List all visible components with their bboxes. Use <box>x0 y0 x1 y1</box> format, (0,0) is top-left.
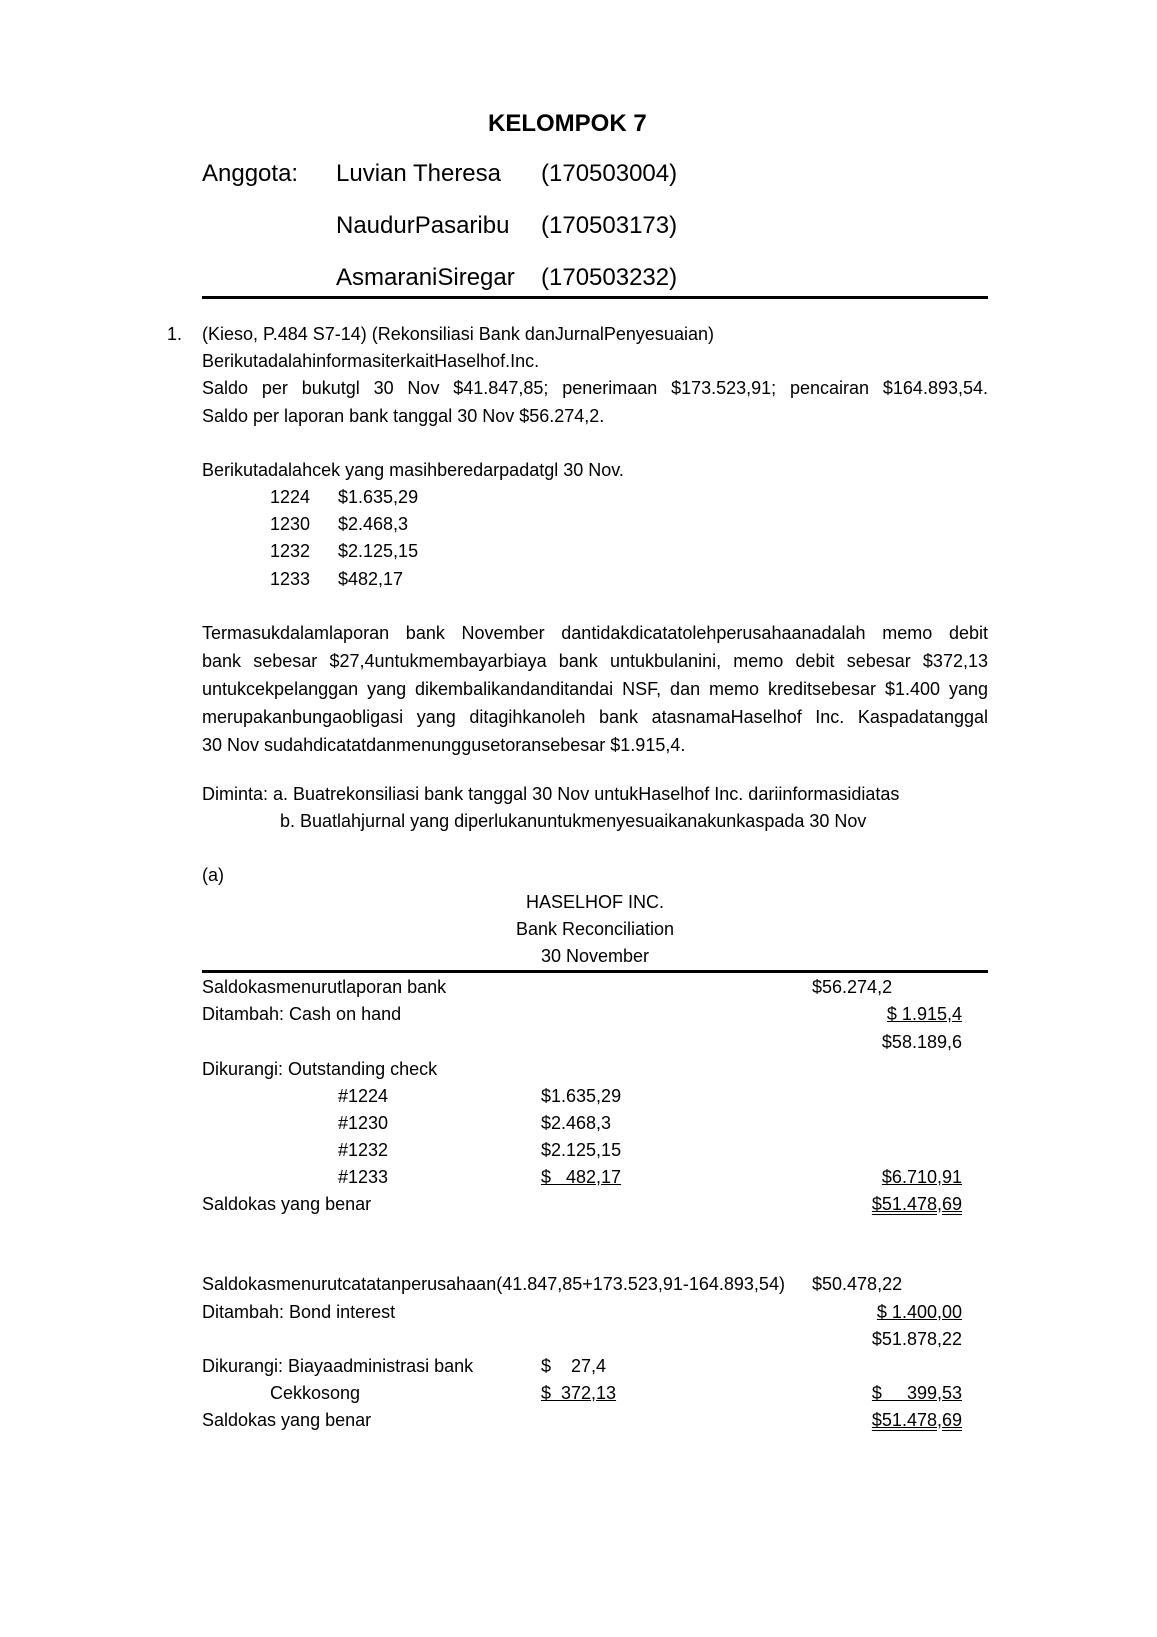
paragraph-line: untukcekpelanggan yang dikembalikandanditandai NSF, dan memo kreditsebesar $1.400 yang <box>202 679 988 699</box>
problem-number: 1. <box>167 324 183 344</box>
problem-intro: BerikutadalahinformasiterkaitHaselhof.Inc. <box>202 351 540 371</box>
bank-subtotal: $58.189,6 <box>881 1032 962 1052</box>
problem-paragraph-1 <box>202 374 988 430</box>
member-name: NaudurPasaribu <box>336 212 510 239</box>
outstanding-check-amount: $2.468,3 <box>541 1113 612 1133</box>
bank-correct-value: $51.478,69 <box>871 1194 962 1214</box>
outstanding-check-amount: $ 482,17 <box>541 1167 622 1187</box>
check-amount: $2.468,3 <box>338 514 409 534</box>
header-divider <box>202 296 988 299</box>
paragraph-line: bank sebesar $27,4untukmembayarbiaya bank untukbulanini, memo debit sebesar $372,13 <box>202 651 988 671</box>
member-name: Luvian Theresa <box>336 160 501 187</box>
book-add-value: $ 1.400,00 <box>876 1302 962 1322</box>
paragraph-line: Saldo per bukutgl 30 Nov $41.847,85; penerimaan $173.523,91; pencairan $164.893,54. <box>202 378 988 398</box>
bank-less-total: $6.710,91 <box>881 1167 962 1187</box>
book-correct-value: $51.478,69 <box>871 1410 962 1430</box>
problem-heading: (Kieso, P.484 S7-14) (Rekonsiliasi Bank danJurnalPenyesuaian) <box>202 324 714 344</box>
member-id: (170503173) <box>541 212 678 239</box>
book-balance-value: $50.478,22 <box>812 1274 903 1294</box>
problem-paragraph-2 <box>202 619 988 759</box>
check-amount: $1.635,29 <box>338 487 419 507</box>
members-label: Anggota: <box>202 160 299 187</box>
paragraph-line: Saldo per laporan bank tanggal 30 Nov $56.274,2. <box>202 406 605 426</box>
requirement-a: Diminta: a. Buatrekonsiliasi bank tanggal 30 Nov untukHaselhof Inc. dariinformasidiatas <box>202 784 900 804</box>
check-amount: $2.125,15 <box>338 541 419 561</box>
check-number: 1224 <box>270 487 311 507</box>
book-add-label: Ditambah: Bond interest <box>202 1302 396 1322</box>
answer-label: (a) <box>202 865 224 885</box>
requirement-b: b. Buatlahjurnal yang diperlukanuntukmenyesuaikanakunkaspada 30 Nov <box>280 811 867 831</box>
paragraph-line: 30 Nov sudahdicatatdanmenunggusetoransebesar $1.915,4. <box>202 735 686 755</box>
outstanding-check-number: #1224 <box>338 1086 389 1106</box>
book-correct-label: Saldokas yang benar <box>202 1410 372 1430</box>
bank-less-label: Dikurangi: Outstanding check <box>202 1059 438 1079</box>
book-less-value-2: $ 372,13 <box>541 1383 617 1403</box>
document-title: KELOMPOK 7 <box>488 110 647 137</box>
book-less-label-2: Cekkosong <box>270 1383 361 1403</box>
bank-add-value: $ 1.915,4 <box>886 1004 962 1024</box>
company-name: HASELHOF INC. <box>525 892 665 912</box>
check-number: 1233 <box>270 569 311 589</box>
statement-title: Bank Reconciliation <box>515 919 675 939</box>
outstanding-check-amount: $1.635,29 <box>541 1086 622 1106</box>
checks-intro: Berikutadalahcek yang masihberedarpadatgl 30 Nov. <box>202 460 624 480</box>
paragraph-line: Termasukdalamlaporan bank November dantidakdicatatolehperusahaanadalah memo debit <box>202 623 988 643</box>
member-id: (170503004) <box>541 160 678 187</box>
bank-balance-value: $56.274,2 <box>812 977 893 997</box>
outstanding-check-amount: $2.125,15 <box>541 1140 622 1160</box>
book-less-total: $ 399,53 <box>871 1383 962 1403</box>
outstanding-check-number: #1233 <box>338 1167 389 1187</box>
bank-correct-label: Saldokas yang benar <box>202 1194 372 1214</box>
book-less-value-1: $ 27,4 <box>541 1356 607 1376</box>
book-subtotal: $51.878,22 <box>871 1329 962 1349</box>
outstanding-check-number: #1230 <box>338 1113 389 1133</box>
bank-add-label: Ditambah: Cash on hand <box>202 1004 402 1024</box>
book-balance-label: Saldokasmenurutcatatanperusahaan(41.847,85+173.523,91-164.893,54) <box>202 1274 785 1294</box>
statement-date: 30 November <box>540 946 650 966</box>
outstanding-check-number: #1232 <box>338 1140 389 1160</box>
member-name: AsmaraniSiregar <box>336 264 515 291</box>
member-id: (170503232) <box>541 264 678 291</box>
check-amount: $482,17 <box>338 569 404 589</box>
book-less-label: Dikurangi: Biayaadministrasi bank <box>202 1356 474 1376</box>
check-number: 1230 <box>270 514 311 534</box>
check-number: 1232 <box>270 541 311 561</box>
bank-balance-label: Saldokasmenurutlaporan bank <box>202 977 447 997</box>
paragraph-line: merupakanbungaobligasi yang ditagihkanoleh bank atasnamaHaselhof Inc. Kaspadatanggal <box>202 707 988 727</box>
